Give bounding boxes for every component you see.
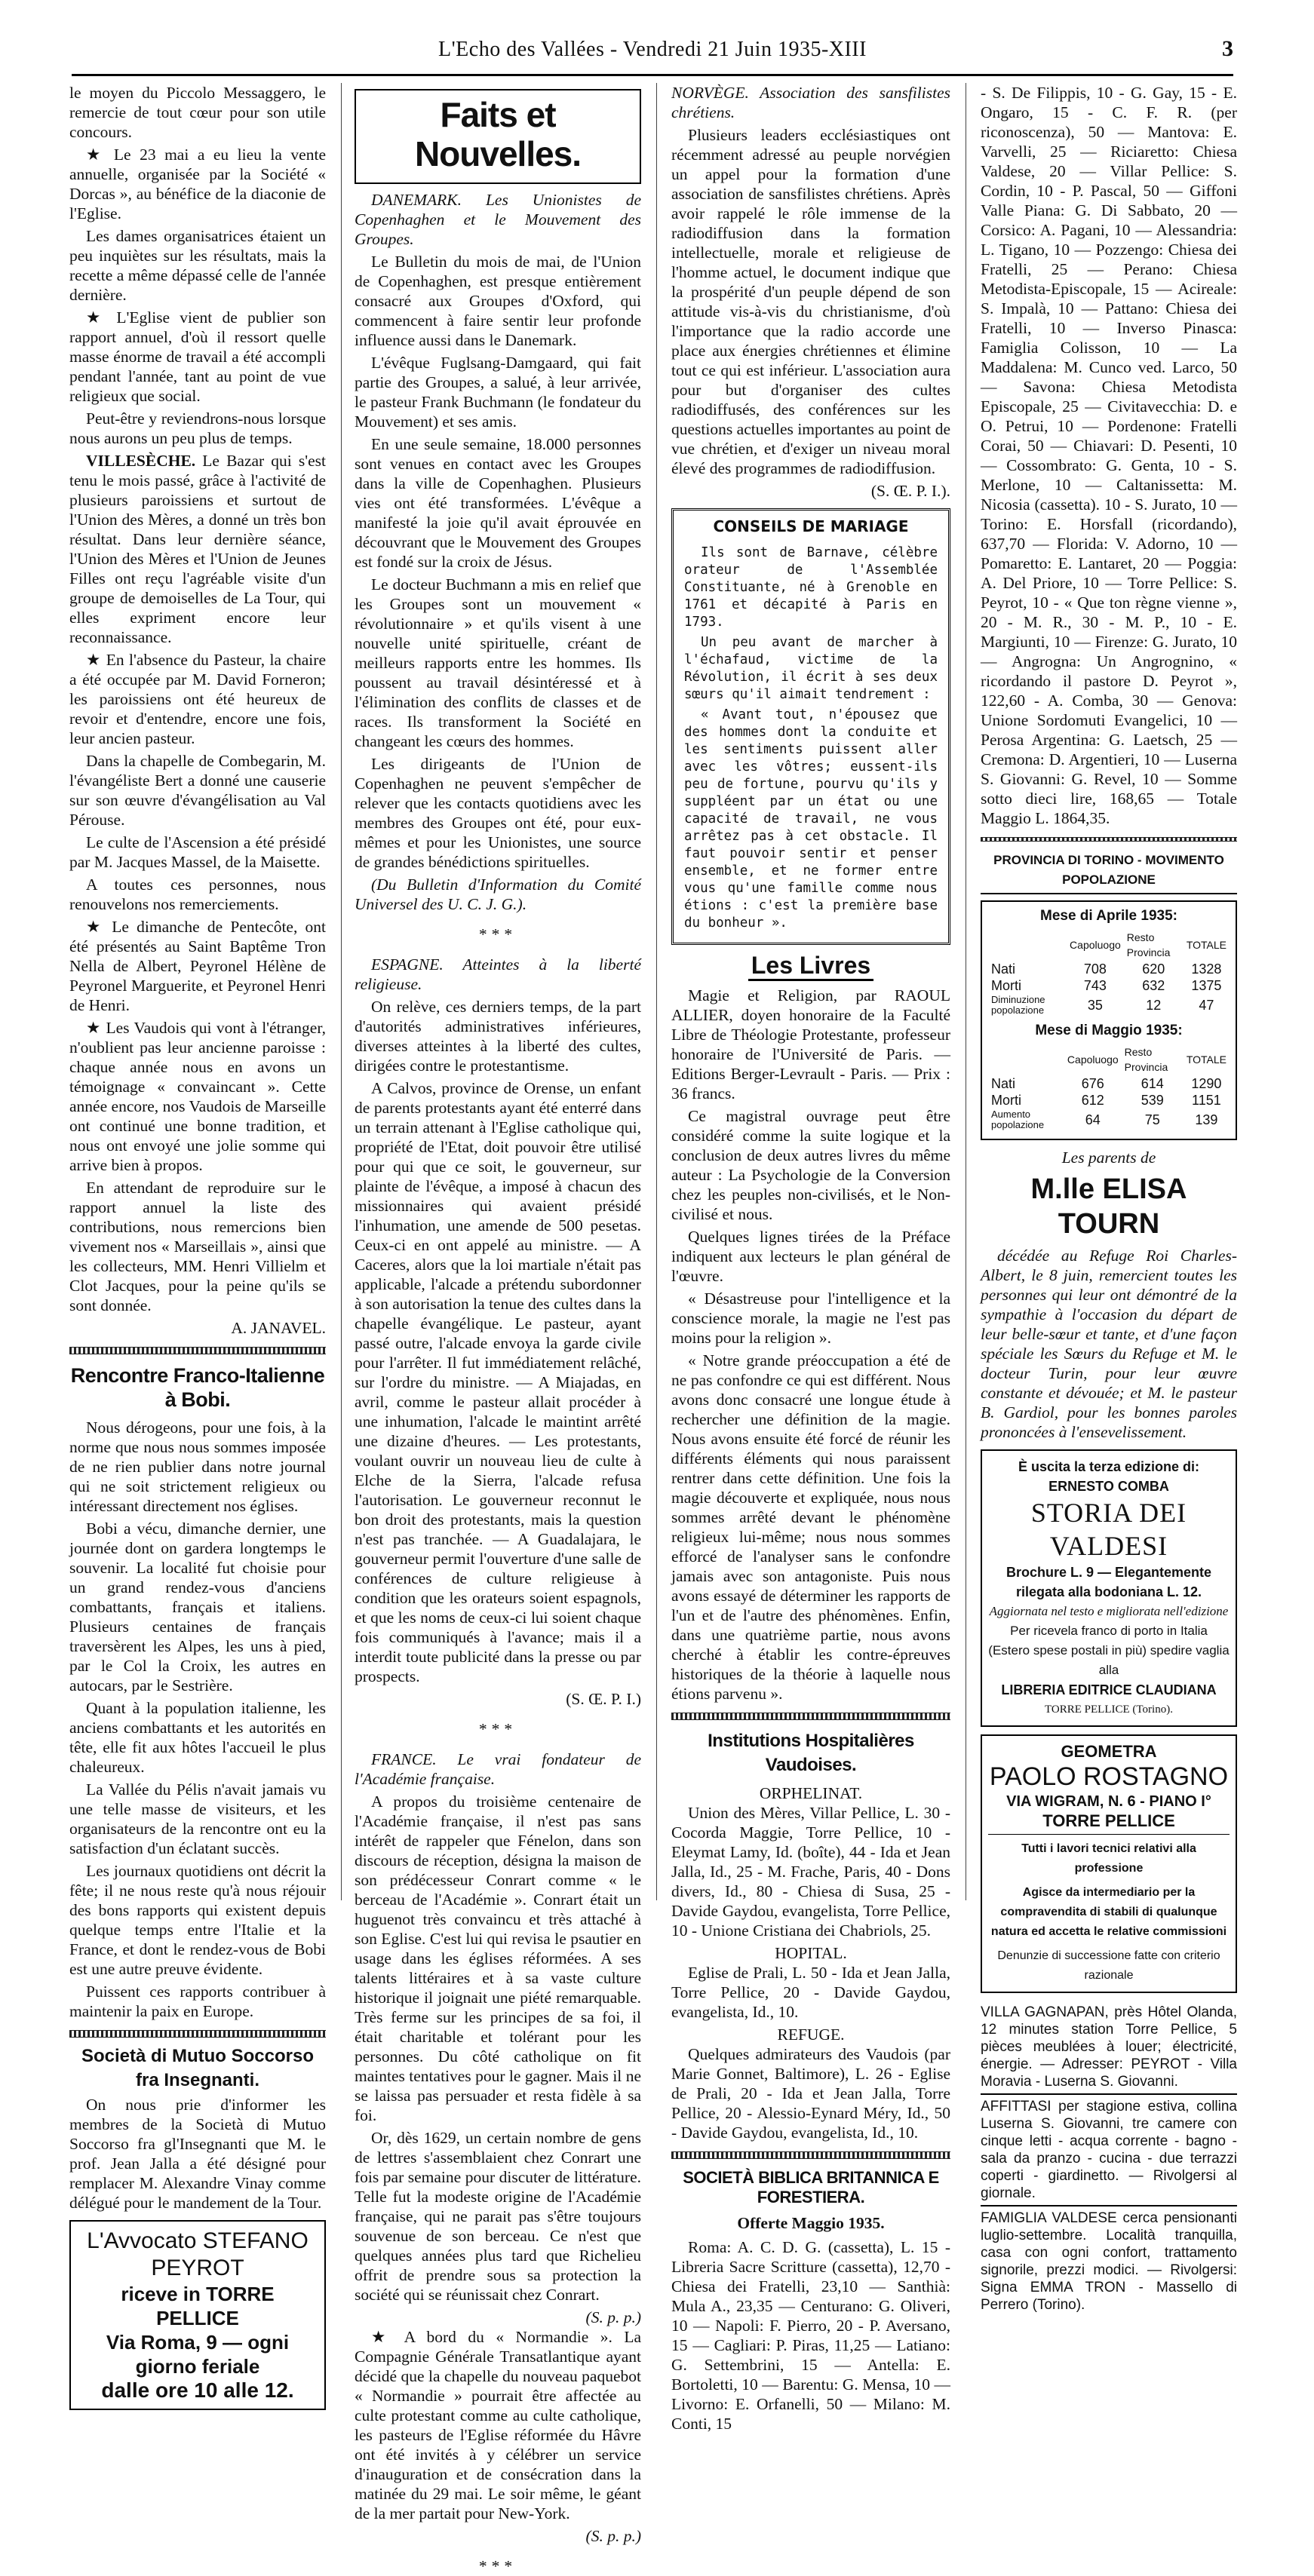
ornamental-rule: [671, 2151, 950, 2159]
section-subtitle: Offerte Maggio 1935.: [737, 2214, 885, 2232]
col-header: TOTALE: [1186, 1053, 1227, 1066]
separator: ***: [478, 925, 517, 943]
subsection-title: REFUGE.: [777, 2026, 845, 2044]
paragraph: « Avant tout, n'épousez que des hommes dont la conduite et les sentiments puissent aller avec les vôtres; eussent-ils peu de fortune, pourvu qu'ils y suppléent par un état ou une capacité de travail, ne vous arrêtez pas à cet obstacle. Il faut pouvoir sentir et penser ensemble, et ne former entre vous qu'une famille comme nous étions : c'est la première base du bonheur ».: [684, 707, 938, 931]
stat-period: Mese di Maggio 1935:: [1035, 1023, 1183, 1038]
ad-line: TORRE PELLICE (Torino).: [1045, 1704, 1173, 1716]
cell: 1151: [1192, 1093, 1221, 1108]
cell: 676: [1081, 1076, 1104, 1091]
paragraph: [69, 451, 326, 647]
row-label: Diminuzione popolazione: [991, 994, 1045, 1016]
cell: 12: [1146, 998, 1162, 1013]
source: (S. p. p.): [585, 2527, 641, 2545]
paragraph: « Notre grande préoccupation a été de ne pas confondre ce qui est différent. Nous avons donc consacré une longue étude à rechercher une définition de la magie. Nous avons ensuite été forcé de réunir les différents éléments qui nous paraissent rentrer dans cette définition. Une fois la magie découverte et expliquée, nous nous sommes arrêté devant le phénomène religieux lui-même; nous nous sommes efforcé de l'analyser sans le confondre jamais avec son antagoniste. Puis nous avons essayé de déterminer les rapports de l'un et de l'autre des phénomènes. Enfin, dans une quatrième partie, nous avons cherché à établir les contre-épreuves historiques de la théorie à laquelle nous étions parvenu ».: [671, 1351, 950, 1703]
table-row: [988, 1092, 1230, 1109]
article-lead: NORVÈGE. Association des sansfilistes chrétiens.: [671, 84, 950, 121]
article-lead: DANEMARK. Les Unionistes de Copenhaghen et le Mouvement des Groupes.: [355, 191, 641, 248]
paragraph: ★ Le 23 mai a eu lieu la vente annuelle, organisée par la Société « Dorcas », au bénéfice de la diaconie de l'Eglise.: [69, 146, 326, 222]
classified-ad: VILLA GAGNAPAN, près Hôtel Olanda, 12 minutes station Torre Pellice, 5 pièces meublées à louer; électricité, énergie. — Adresser: PEYROT - Villa Moravia - Luserna S. Giovanni.: [981, 2001, 1237, 2095]
paragraph: Le docteur Buchmann a mis en relief que les Groupes sont un mouvement « révolutionnaire » et qu'ils visent à une nouvelle unité spirituelle, créant de meilleurs rapports entre les hommes. Ils poussent au travail désintéressé et à l'élimination des conflits de classes et de races. Ils transforment la Société en changeant les cœurs des hommes.: [355, 575, 641, 750]
newspaper-header: [72, 30, 1233, 76]
row-label: Nati: [991, 961, 1016, 977]
paragraph: Bobi a vécu, dimanche dernier, une journée dont on gardera longtemps le souvenir. La localité fut choisie pour un grand rendez-vous d'anciens combattants, français et italiens. Plusieurs centaines de français traversèrent les Alpes, les uns à pied, par le Col la Croix, les autres en autocars, par le Sestrière.: [69, 1520, 326, 1694]
section-title-wrap: [671, 952, 950, 979]
ad-author: ERNESTO COMBA: [1048, 1479, 1169, 1494]
paragraph: ★ L'Eglise vient de publier son rapport annuel, d'où il ressort quelle masse énorme de travail a été accompli pendant l'année, tant au point de vue religieux que social.: [69, 308, 326, 405]
row-label: Nati: [991, 1076, 1016, 1091]
paragraph: ★ A bord du « Normandie ». La Compagnie Générale Transatlantique ayant décidé que la chapelle du nouveau paquebot « Normandie » pourrait être affectée au culte protestant comme au culte catholique, les pasteurs de l'Eglise réformée du Hâvre ont été invités à y célébrer un service d'inauguration et de consécration dans la matinée du 29 mai. Le soir même, le géant de la mer partait pour New-York.: [355, 2328, 641, 2522]
paragraph: « Désastreuse pour l'intelligence et la conscience morale, la magie ne l'est pas moins pour la religion ».: [671, 1290, 950, 1347]
ad-line: Denunzie di successione fatte con criterio razionale: [997, 1949, 1220, 1982]
paragraph: ★ Les Vaudois qui vont à l'étranger, n'oublient pas leur ancienne paroisse : chaque année nous en avons un témoignage « convaincant ». Cette année encore, nos Vaudois de Marseille ont continué une bonne tradition, et nous ont envoyé une jolie somme qui arrive bien à propos.: [69, 1019, 326, 1174]
box-title: CONSEILS DE MARIAGE: [713, 517, 909, 535]
section-title: SOCIETÀ BIBLICA BRITANNICA E FORESTIERA.: [683, 2168, 939, 2206]
column-divider: [656, 83, 657, 1900]
ad-line: Via Roma, 9 — ogni giorno feriale: [106, 2331, 290, 2378]
ad-line: dalle ore 10 alle 12.: [101, 2378, 294, 2402]
stat-period: Mese di Aprile 1935:: [1040, 908, 1177, 924]
separator: ***: [478, 1720, 517, 1738]
ad-line: Per ricevela franco di porto in Italia (Estero spese postali in più) spedire vaglia alla: [988, 1624, 1230, 1677]
page-number: 3: [1222, 36, 1233, 61]
cell: 632: [1142, 978, 1165, 993]
ad-line: Tutti i lavori tecnici relativi alla professione: [1021, 1842, 1196, 1875]
paragraph: Ils sont de Barnave, célèbre orateur de l'Assemblée Constituante, né à Grenoble en 1761 et décapité à Paris en 1793.: [684, 545, 938, 630]
table-row: [988, 1109, 1230, 1131]
header-title: L'Echo des Vallées - Vendredi 21 Juin 1935-XIII: [438, 38, 867, 61]
cell: 64: [1085, 1112, 1101, 1127]
paragraph: En attendant de reproduire sur le rapport annuel la liste des contributions, nous remercions bien vivement nos « Marseillais », ainsi que les collecteurs, MM. Henri Villielm et Clot Jacques, pour la peine qu'ils se sont donnée.: [69, 1179, 326, 1314]
section-title-box: [355, 89, 641, 184]
classified-ad: AFFITTASI per stagione estiva, collina Luserna S. Giovanni, tre camere con cinque letti - acqua corrente - bagno - sala da pranzo - cucina - due terrazzi coperti - giardinetto. — Rivolgersi al giornale.: [981, 2095, 1237, 2206]
notice-name: M.lle ELISA TOURN: [1030, 1173, 1187, 1240]
ad-line: GEOMETRA: [1061, 1742, 1157, 1761]
col-header: Resto Provincia: [1126, 931, 1171, 958]
ornamental-rule: [69, 1347, 326, 1354]
ad-line: riceve in TORRE PELLICE: [121, 2283, 275, 2329]
paragraph: On nous prie d'informer les membres de la Società di Mutuo Soccorso fra gl'Insegnanti que M. le prof. Jean Jalla a été désigné pour remplacer M. Alexandre Vinay comme délégué pour le mandement de la Tour.: [69, 2096, 326, 2212]
subsection-title: ORPHELINAT.: [759, 1784, 863, 1802]
ad-book-title: STORIA DEI VALDESI: [1030, 1498, 1187, 1561]
paragraph: La Vallée du Pélis n'avait jamais vu une telle masse de visiteurs, et les organisateurs de la rencontre ont eu la satisfaction d'un éclatant succès.: [69, 1780, 326, 1857]
cell: 620: [1142, 961, 1165, 977]
column-divider: [341, 83, 342, 1900]
paragraph: Dans la chapelle de Combegarin, M. l'évangéliste Bert a donné une causerie sur son œuvre d'évangélisation au Val Pérouse.: [69, 752, 326, 829]
article-title: Società di Mutuo Soccorso: [81, 2046, 315, 2066]
cell: 612: [1081, 1093, 1104, 1108]
place-label: VILLESÈCHE.: [86, 452, 196, 470]
article-lead: FRANCE. Le vrai fondateur de l'Académie française.: [355, 1750, 641, 1788]
section-title: Faits et Nouvelles.: [414, 95, 582, 173]
paragraph: le moyen du Piccolo Messaggero, le remercie de tout cœur pour son utile concours.: [69, 84, 326, 141]
paragraph: Les dames organisatrices étaient un peu inquiètes sur les résultats, mais la recette a même dépassé celle de l'année dernière.: [69, 227, 326, 304]
stat-table: [988, 929, 1230, 1017]
article-subtitle: fra Insegnanti.: [135, 2070, 260, 2090]
paragraph: Un peu avant de marcher à l'échafaud, victime de la Révolution, il écrit à ses deux sœurs qu'il aimait tendrement :: [684, 635, 938, 702]
cell: 1375: [1191, 978, 1222, 993]
book-ad: [981, 1449, 1237, 1727]
cell: 1328: [1191, 961, 1222, 977]
paragraph: Magie et Religion, par RAOUL ALLIER, doyen honoraire de la Faculté Libre de Théologie Protestante, professeur honoraire de l'Université de Paris. — Editions Berger-Levrault - Paris. — Prix : 36 francs.: [671, 986, 950, 1102]
paragraph: Le Bulletin du mois de mai, de l'Union de Copenhaghen, est presque entièrement consacré aux Groupes d'Oxford, qui commencent à faire sentir leur profonde influence aussi dans le Danemark.: [355, 253, 641, 349]
paragraph: Union des Mères, Villar Pellice, L. 30 - Cocorda Maggie, Torre Pellice, 10 - Eleymat Lamy, Id. (boîte), 44 - Ida et Jean Jalla, Id., 25 - M. Frache, Paris, 40 - Dons divers, Id., 80 - Chiesa di Susa, 25 - Davide Gaydou, evangelista, Torre Pellice, 10 - Unione Cristiana dei Chabriols, 25.: [671, 1804, 950, 1940]
paragraph: A toutes ces personnes, nous renouvelons nos remerciements.: [69, 876, 326, 913]
cell: 708: [1083, 961, 1107, 977]
source: (S. p. p.): [585, 2308, 641, 2326]
separator: ***: [478, 2557, 517, 2575]
signature: A. JANAVEL.: [231, 1319, 326, 1337]
article-title: Rencontre Franco-Italienne à Bobi.: [70, 1364, 325, 1411]
paragraph: Eglise de Prali, L. 50 - Ida et Jean Jalla, Torre Pellice, 20 - Davide Gaydou, evangelista, Id., 10.: [671, 1964, 950, 2021]
cell: 539: [1141, 1093, 1164, 1108]
ad-line: Agisce da intermediario per la compravendita di stabili di qualunque natura ed accetta le relative commissioni: [990, 1886, 1227, 1938]
row-label: Morti: [991, 978, 1021, 993]
section-title: Institutions Hospitalières Vaudoises.: [708, 1731, 914, 1775]
surveyor-ad: [981, 1734, 1237, 1993]
cell: 35: [1087, 998, 1103, 1013]
ad-line: LIBRERIA EDITRICE CLAUDIANA: [1001, 1682, 1217, 1697]
notice-text: décédée au Refuge Roi Charles-Albert, le 8 juin, remercient toutes les personnes qui leur ont démontré de la sympathie à l'occasion du départ de leur belle-sœur et tante, et d'une façon spéciale les Sœurs du Refuge et M. le docteur Turin, pour leur œuvre constante et dévouée; et M. le pasteur B. Gardiol, pour les bonnes paroles prononcées à l'ensevelissement.: [981, 1247, 1237, 1441]
table-row: [988, 977, 1230, 994]
ornamental-rule: [981, 837, 1237, 842]
ornamental-rule: [671, 1713, 950, 1720]
column-1: [69, 83, 327, 2402]
ad-line: Aggiornata nel testo e migliorata nell'edizione: [989, 1604, 1229, 1618]
cell: 47: [1199, 998, 1214, 1013]
section-title: Les Livres: [748, 952, 873, 981]
notice-lead: Les parents de: [1061, 1148, 1156, 1167]
paragraph: Le culte de l'Ascension a été présidé par M. Jacques Massel, de la Maisette.: [69, 833, 326, 871]
paragraph: Or, dès 1629, un certain nombre de gens de lettres s'assemblaient chez Conrart une fois par semaine pour discuter de littérature. Telle fut la modeste origine de l'Académie française, qui ne parait pas s'être toujours souvenue de son berceau. Ce n'est que quelques années plus tard que Richelieu offrit de prendre sous sa protection la société qui se réunissait chez Conrart.: [355, 2129, 641, 2304]
paragraph: L'évêque Fuglsang-Damgaard, qui fait partie des Groupes, a salué, à leur arrivée, le pasteur Frank Buchmann (le fondateur du Mouvement) et ses amis.: [355, 354, 641, 431]
source: (S. Œ. P. I.): [566, 1690, 641, 1708]
column-4: [981, 83, 1237, 2313]
paragraph: Quelques lignes tirées de la Préface indiquent aux lecteurs le plan général de l'œuvre.: [671, 1228, 950, 1285]
article-lead: ESPAGNE. Atteintes à la liberté religieuse.: [355, 955, 641, 993]
ad-address: VIA WIGRAM, N. 6 - PIANO I°: [1006, 1793, 1211, 1810]
paragraph: Les journaux quotidiens ont décrit la fête; il ne nous reste qu'à nous réjouir des bons rapports qui existent depuis quelque temps entre l'Italie et la France, et dont le rendez-vous de Bobi est une autre preuve évidente.: [69, 1862, 326, 1978]
paragraph: Ce magistral ouvrage peut être considéré comme la suite logique et la conclusion de deux autres livres du même auteur : La Psychologie de la Conversion chez les peuples non-civilisés, et le Non-civilisé et nous.: [671, 1107, 950, 1223]
row-label: Aumento popolazione: [991, 1109, 1045, 1130]
population-stats: [981, 900, 1237, 1140]
paragraph: - S. De Filippis, 10 - G. Gay, 15 - E. Ongaro, 15 - C. F. R. (per riconoscenza), 50 — Mantova: E. Varvelli, 25 — Riciaretto: Chiesa Valdese, 20 — Villar Pellice: S. Cordin, 10 - P. Pascal, 50 — Giffoni Valle Piana: G. Di Sabbato, 20 — Corsico: A. Pagani, 10 — Alessandria: L. Tigano, 10 — Pozzengo: Chiesa dei Fratelli, 25 — Perano: Chiesa Metodista-Episcopale, 15 — Acireale: S. Impalà, 10 — Pattano: Chiesa dei Fratelli, 10 — Inverso Pinasca: Famiglia Colisson, 10 — La Maddalena: M. Cunco ved. Larco, 50 — Savona: Chiesa Metodista Episcopale, 25 — Civitavecchia: D. e O. Petrui, 10 — Pordenone: Fratelli Corai, 50 — Chiavari: D. Pesenti, 10 — Cossombrato: G. Genta, 10 - S. Merlone, 10 — Caltanissetta: M. Nicosia (cassetta). 10 - S. Jurato, 10 — Torino: E. Horsfall (ricordando), 637,70 — Florida: V. Adorno, 10 — Pomaretto: E. Lantaret, 20 — Poggia: A. Del Priore, 10 — Torre Pellice: S. Peyrot, 10 - « Que ton règne vienne », 20 - M. R., 30 - M. P., 10 - E. Margiunti, 10 — Firenze: G. Jurato, 10 — Angrogna: Un Angrognino, « ricordando il pastore D. Peyrot », 122,60 - A. Comba, 30 — Genova: Unione Sordomuti Evangelici, 10 — Perosa Argentina: G. Laetsch, 25 — Cremona: D. Argentieri, 10 — Luserna S. Giovanni: G. Revel, 10 — Somme sotto dieci lire, 168,65 — Totale Maggio L. 1864,35.: [981, 84, 1237, 827]
stat-title: PROVINCIA DI TORINO - MOVIMENTO POPOLAZIONE: [981, 851, 1237, 894]
paragraph: Roma: A. C. D. G. (cassetta), L. 15 - Libreria Sacre Scritture (cassetta), 12,70 - Chiesa dei Fratelli, 23,10 — Santhià: Mula A., 23,35 — Centurano: G. Oliveri, 10 — Napoli: F. Pierro, 20 - P. Aversano, 15 — Cagliari: P. Piras, 11,25 — Latiano: G. Settembrini, 15 — Antella: E. Bortoletti, 10 — Barentu: G. Mensa, 10 — Livorno: E. Orfanelli, 50 — Milano: M. Conti, 15: [671, 2238, 950, 2433]
ad-line: È uscita la terza edizione di:: [1018, 1459, 1200, 1474]
table-row: [988, 1075, 1230, 1092]
column-3: [671, 83, 950, 2433]
paragraph: Les dirigeants de l'Union de Copenhaghen ne peuvent s'empêcher de relever que les contacts quotidiens avec les membres des Groupes ont été, pour eux-mêmes et pour les Unionistes, une source de grandes bénédictions spirituelles.: [355, 755, 641, 871]
cell: 139: [1195, 1112, 1218, 1127]
cell: 1290: [1191, 1076, 1222, 1091]
row-label: Morti: [991, 1093, 1021, 1108]
cell: 75: [1144, 1112, 1160, 1127]
paragraph: Nous dérogeons, pour une fois, à la norme que nous nous sommes imposée de ne rien publier dans notre journal qui ne soit strictement religieux ou intéressant directement nos églises.: [69, 1418, 326, 1515]
paragraph: Plusieurs leaders ecclésiastiques ont récemment adressé au peuple norvégien un appel pour la formation d'une association de sansfilistes chrétiens. Après avoir rappelé le rôle immense de la radiodiffusion dans la formation intellectuelle, morale et religieuse de l'homme actuel, le document indique que la prospérité d'un peuple dépend de son attitude vis-à-vis du christianisme, d'où l'importance que la radio accorde une place aux énergies chrétiennes et élimine tout ce qui est inférieur. L'association aura pour but d'organiser des cultes radiodiffusés, des conférences sur les questions actuelles importantes au point de vue chrétien, et d'exiger un niveau moral élevé des programmes de radiodiffusion.: [671, 126, 950, 477]
subsection-title: HOPITAL.: [775, 1944, 847, 1962]
cell: 743: [1083, 978, 1107, 993]
column-2: [355, 83, 641, 2575]
ad-city: TORRE PELLICE: [988, 1811, 1230, 1835]
source: (Du Bulletin d'Information du Comité Universel des U. C. J. G.).: [355, 876, 641, 913]
ornamental-rule: [69, 2030, 326, 2038]
col-header: Capoluogo: [1067, 1053, 1119, 1066]
paragraph: Quelques admirateurs des Vaudois (par Marie Gonnet, Baltimore), L. 26 - Eglise de Prali, 20 - Ida et Jean Jalla, Torre Pellice, 20 - Alessio-Eynard Méry, Id., 50 - Davide Gaydou, evangelista, Id., 10.: [671, 2045, 950, 2142]
paragraph-text: Le Bazar qui s'est tenu le mois passé, grâce à l'activité de plusieurs paroissiens et surtout de l'Union des Mères, a donné un très bon résultat. Dans leur dernière séance, l'Union des Mères et l'Union de Jeunes Filles ont reçu l'agréable visite d'un groupe de demoiselles de La Tour, qui elles expriment encore leur reconnaissance.: [69, 452, 327, 646]
col-header: TOTALE: [1186, 939, 1227, 951]
table-row: [988, 961, 1230, 977]
paragraph: Puissent ces rapports contribuer à maintenir la paix en Europe.: [69, 1983, 326, 2020]
marriage-advice-box: [671, 508, 950, 945]
paragraph: A propos du troisième centenaire de l'Académie française, il n'est pas sans intérêt de rappeler que Fénelon, dans son discours de réception, désigna la maison de son prédécesseur Conrart comme « le berceau de l'Académie ». Conrart était un huguenot très convaincu et très attaché à son Eglise. C'est lui qui revisa le psautier en usage dans les églises réformées. A ses talents littéraires et à sa vaste culture historique il joignait une piété remarquable. Très ferme sur les principes de sa foi, il était charitable et tolérant pour les personnes. Du côté catholique on fit maintes tentatives pour le gagner. Mais il ne se laissa pas persuader et resta fidèle à sa foi.: [355, 1792, 641, 2124]
paragraph: Quant à la population italienne, les anciens combattants et les autorités en tête, elle fit aux hôtes l'accueil le plus chaleureux.: [69, 1699, 326, 1776]
col-header: Resto Provincia: [1124, 1046, 1168, 1073]
ad-line: L'Avvocato STEFANO PEYROT: [87, 2228, 309, 2280]
cell: 614: [1141, 1076, 1164, 1091]
ad-line: Brochure L. 9 — Elegantemente rilegata alla bodoniana L. 12.: [1005, 1565, 1212, 1599]
lawyer-ad: [69, 2220, 326, 2410]
source: (S. Œ. P. I.).: [870, 482, 950, 500]
paragraph: A Calvos, province de Orense, un enfant de parents protestants ayant été enterré dans un terrain attenant à l'Eglise catholique qui, propriété de l'Etat, doit pouvoir être utilisé pour qui que ce soit, le gouverneur, sur plainte de l'évêque, a imposé à chacun des missionnaires qui avaient présidé l'inhumation, une amende de 500 pesetas. Ceux-ci en ont appelé au ministre. — A Caceres, alors que la loi martiale n'était pas applicable, l'alcade a prétendu subordonner à son autorisation la tenue des cultes dans la chapelle évangélique. Le pasteur, ayant passé outre, l'alcade envoya la garde civile pour l'arrêter. Il fut immédiatement relâché, sur l'ordre du ministre. — A Miajadas, en avril, comme le pasteur allait procéder à une inhumation, l'alcade le maintint arrêté une dizaine d'heures. — Les protestants, voulant ouvrir un nouveau lieu de culte à Elche de la Sierra, l'alcade refusa l'autorisation. Le gouverneur reconnut le bon droit des protestants, mais la question n'est pas tranchée. — A Guadalajara, le gouverneur permit l'ouverture d'une salle de conférences de culture religieuse à condition que les orateurs soient espagnols, et que les noms de ceux-ci lui soient chaque fois communiqués à l'avance; mais il a interdit toute publicité dans la presse ou par prospects.: [355, 1079, 641, 1685]
paragraph: ★ Le dimanche de Pentecôte, ont été présentés au Saint Baptême Tron Nella de Albert, Peyronel Hélène de Peyronel Marguerite, et Peyronel Henri de Henri.: [69, 918, 326, 1014]
col-header: Capoluogo: [1070, 939, 1121, 951]
classified-ad: FAMIGLIA VALDESE cerca pensionanti luglio-settembre. Località tranquilla, casa con ogni confort, trattamento signorile, prezzi modici. — Rivolgersi: Signa EMMA TRON - Massello di Perrero (Torino).: [981, 2210, 1237, 2313]
ad-name: PAOLO ROSTAGNO: [989, 1762, 1229, 1791]
paragraph: ★ En l'absence du Pasteur, la chaire a été occupée par M. David Forneron; les paroissiens ont été heureux de revoir et d'entendre, encore une fois, leur ancien pasteur.: [69, 651, 326, 747]
table-row: [988, 994, 1230, 1017]
paragraph: On relève, ces derniers temps, de la part d'autorités administratives inférieures, diverses atteintes à la liberté des cultes, dirigées contre le protestantisme.: [355, 998, 641, 1075]
stat-table: [988, 1044, 1230, 1131]
paragraph: En une seule semaine, 18.000 personnes sont venues en contact avec les Groupes dans la ville de Copenhaghen. Plusieurs vies ont été transformées. L'évêque a manifesté la joie qu'il avait éprouvée en découvrant que le Mouvement des Groupes est fondé sur la croix de Jésus.: [355, 435, 641, 571]
paragraph: Peut-être y reviendrons-nous lorsque nous aurons un peu plus de temps.: [69, 409, 326, 447]
